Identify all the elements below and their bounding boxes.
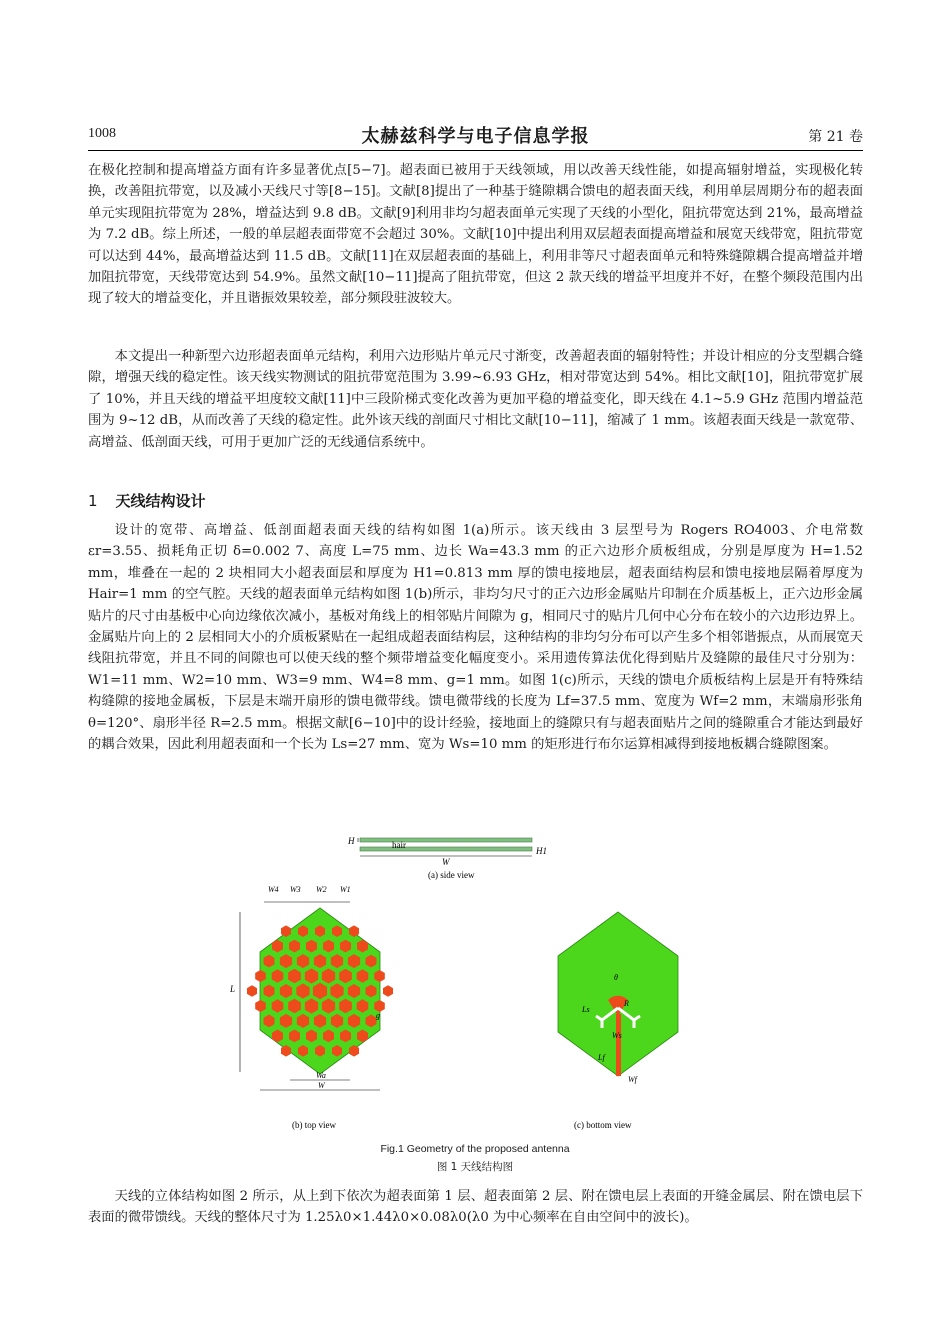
section-title: 天线结构设计: [115, 492, 206, 510]
side-view: [347, 836, 547, 880]
figure-caption-en: Fig.1 Geometry of the proposed antenna: [380, 1143, 570, 1155]
volume-label: 第 21 卷: [808, 129, 863, 145]
running-header: [88, 122, 863, 148]
header-rule: [88, 150, 863, 151]
section-heading: [88, 490, 206, 511]
label-Wa: Wa: [316, 1071, 326, 1080]
bottom-view: [558, 912, 678, 1130]
paragraph-structure: 天线的立体结构如图 2 所示，从上到下依次为超表面第 1 层、超表面第 2 层、附在馈电层上表面的开缝金属层、附在馈电层下表面的微带馈线。天线的整体尺寸为 1.25λ0×1.44λ0×0.08λ0(λ0 为中心频率在自由空间中的波长)。: [88, 1189, 863, 1226]
hexagon-patch: [383, 985, 393, 997]
paragraph-design: 设计的宽带、高增益、低剖面超表面天线的结构如图 1(a)所示。该天线由 3 层型号为 Rogers RO4003、介电常数 εr=3.55、损耗角正切 δ=0.002 7、高度 L=75 mm、边长 Wa=43.3 mm 的正六边形介质板组成，分别是厚度为 H=1.52 mm，堆叠在一起的 2 块相同大小超表面层和厚度为 H1=0.813 mm 厚的馈电接地层，超表面结构层和馈电接地层隔着厚度为 Hair=1 mm 的空气腔。天线的超表面单元结构如图 1(b)所示，非均匀尺寸的正六边形金属贴片印制在介质基板上，正六边形金属贴片的尺寸由基板中心向边缘依次减小，基板对角线上的相邻贴片间隙为 g，相同尺寸的贴片几何中心分布在较小的六边形边界上。金属贴片向上的 2 层相同大小的介质板紧贴在一起组成超表面结构层，这种结构的非均匀分布可以产生多个相邻谐振点，从而展宽天线阻抗带宽，并且不同的间隙也可以使天线的整个频带增益变化幅度变小。采用遗传算法优化得到贴片及缝隙的最佳尺寸分别为：W1=11 mm、W2=10 mm、W3=9 mm、W4=8 mm、g=1 mm。如图 1(c)所示，天线的馈电介质板结构上层是开有特殊结构缝隙的接地金属板，下层是末端开扇形的馈电微带线。馈电微带线的长度为 Lf=37.5 mm、宽度为 Wf=2 mm，末端扇形张角 θ=120°、扇形半径 R=2.5 mm。根据文献[6−10]中的设计经验，接地面上的缝隙只有与超表面贴片之间的缝隙重合才能达到最好的耦合效果，因此利用超表面和一个长为 Ls=27 mm、宽为 Ws=10 mm 的矩形进行布尔运算相减得到接地板耦合缝隙图案。: [88, 523, 863, 753]
section-number: 1: [88, 492, 98, 510]
top-view: [230, 885, 393, 1130]
label-H1: H1: [536, 846, 547, 856]
label-H: H: [348, 836, 355, 846]
caption-side-view: (a) side view: [428, 870, 475, 880]
label-W4: W4: [268, 885, 279, 894]
label-L: L: [230, 984, 236, 994]
paragraph-contribution: 本文提出一种新型六边形超表面单元结构，利用六边形贴片单元尺寸渐变，改善超表面的辐射特性；并设计相应的分支型耦合缝隙，增强天线的稳定性。该天线实物测试的阻抗带宽范围为 3.99~6.93 GHz，相对带宽达到 54%。相比文献[10]，阻抗带宽扩展了 10%，并且天线的增益平坦度较文献[11]中三段阶梯式变化改善为更加平稳的增益变化，即天线在 4.1~5.9 GHz 范围内增益范围为 9~12 dB，从而改善了天线的稳定性。此外该天线的剖面尺寸相比文献[10−11]，缩减了 1 mm。该超表面天线是一款宽带、高增益、低剖面天线，可用于更加广泛的无线通信系统中。: [88, 349, 863, 450]
figure-caption-cn: 图 1 天线结构图: [436, 1161, 514, 1173]
label-Ls: Ls: [582, 1005, 590, 1014]
journal-title: 太赫兹科学与电子信息学报: [361, 126, 590, 147]
label-W1: W1: [340, 885, 351, 894]
caption-bottom-view: (c) bottom view: [574, 1120, 632, 1130]
label-R: R: [624, 999, 629, 1008]
figure-1: [230, 832, 740, 1142]
label-g: g: [376, 1011, 380, 1020]
feed-layer: [360, 847, 532, 851]
label-Ws: Ws: [612, 1031, 622, 1040]
hexagon-patch: [247, 985, 257, 997]
label-hair: hair: [392, 840, 406, 850]
label-Lf: Lf: [598, 1053, 605, 1062]
feed-line: [616, 1014, 621, 1076]
label-W3: W3: [290, 885, 301, 894]
superstrate-layer: [360, 838, 532, 842]
page-number: 1008: [88, 126, 116, 141]
label-W-top: W: [318, 1081, 325, 1090]
label-Wf: Wf: [628, 1075, 637, 1084]
label-W-side: W: [442, 857, 450, 867]
paragraph-intro: 在极化控制和提高增益方面有许多显著优点[5−7]。超表面已被用于天线领域，用以改善天线性能，如提高辐射增益，实现极化转换，改善阻抗带宽，以及减小天线尺寸等[8−15]。文献[8]提出了一种基于缝隙耦合馈电的超表面天线，利用单层周期分布的超表面单元实现阻抗带宽为 28%，增益达到 9.8 dB。文献[9]利用非均匀超表面单元实现了天线的小型化，阻抗带宽达到 21%，最高增益为 7.2 dB。综上所述，一般的单层超表面带宽不会超过 30%。文献[10]中提出利用双层超表面提高增益和展宽天线带宽，阻抗带宽可以达到 44%，最高增益达到 11.5 dB。文献[11]在双层超表面的基础上，利用非等尺寸超表面单元和特殊缝隙耦合提高增益并增加阻抗带宽，天线带宽达到 54.9%。虽然文献[10−11]提高了阻抗带宽，但这 2 款天线的增益平坦度并不好，在整个频段范围内出现了较大的增益变化，并且谐振效果较差，部分频段驻波较大。: [88, 163, 863, 307]
label-theta: θ: [614, 973, 618, 982]
caption-top-view: (b) top view: [292, 1120, 336, 1130]
label-W2: W2: [316, 885, 327, 894]
